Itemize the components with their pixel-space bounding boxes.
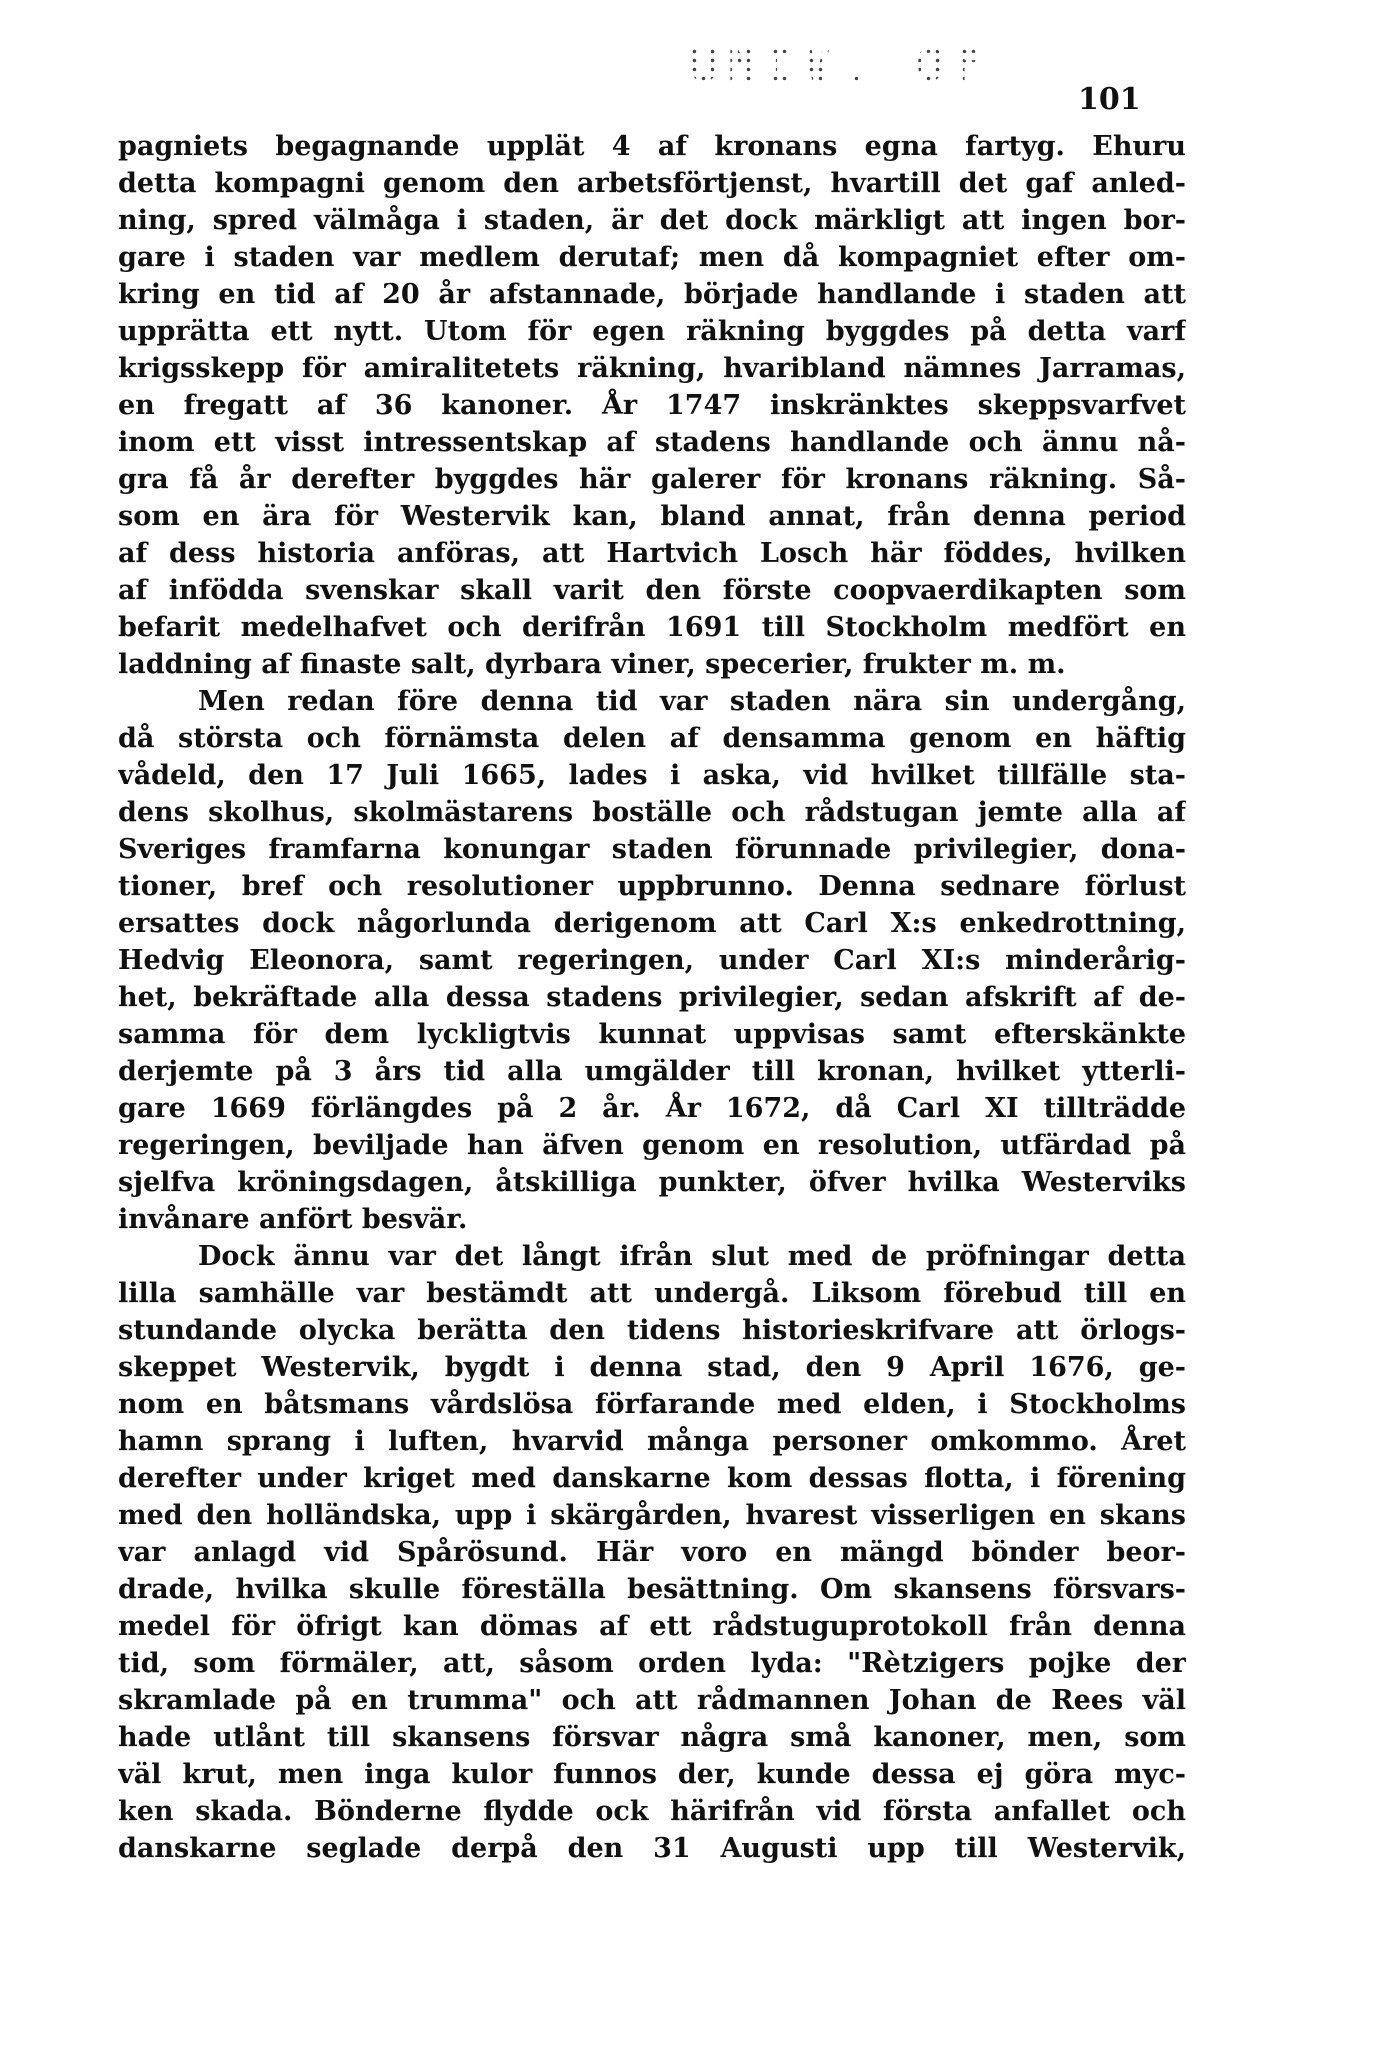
text-line: medel för öfrigt kan dömas af ett rådstuguprotokoll från denna [118,1611,1186,1642]
text-line: Hedvig Eleonora, samt regeringen, under Carl XI:s minderårig- [118,945,1186,976]
paragraph-start-line: Men redan före denna tid var staden nära sin undergång, [198,686,1186,717]
text-line: lilla samhälle var bestämdt att undergå. Liksom förebud till en [118,1278,1186,1309]
text-line: regeringen, beviljade han äfven genom en resolution, utfärdad på [118,1130,1186,1161]
text-line: inom ett visst intressentskap af stadens handlande och ännu nå- [118,427,1186,458]
text-line: ersattes dock någorlunda derigenom att Carl X:s enkedrottning, [118,908,1186,939]
text-line: sjelfva kröningsdagen, åtskilliga punkter, öfver hvilka Westerviks [118,1167,1186,1198]
text-line: ken skada. Bönderne flydde ock härifrån vid första anfallet och [118,1796,1186,1827]
text-line: hamn sprang i luften, hvarvid många personer omkommo. Året [118,1426,1186,1457]
text-line: het, bekräftade alla dessa stadens privilegier, sedan afskrift af de- [118,982,1186,1013]
paragraph-start-line: Dock ännu var det långt ifrån slut med de pröfningar detta [198,1241,1186,1272]
text-line: hade utlånt till skansens försvar några små kanoner, men, som [118,1722,1186,1753]
text-line: nom en båtsmans vårdslösa förfarande med elden, i Stockholms [118,1389,1186,1420]
text-line: befarit medelhafvet och derifrån 1691 till Stockholm medfört en [118,612,1186,643]
text-line: ning, spred välmåga i staden, är det dock märkligt att ingen bor- [118,205,1186,236]
text-line: danskarne seglade derpå den 31 Augusti upp till Westervik, [118,1833,1186,1864]
text-line: af infödda svenskar skall varit den förste coopvaerdikapten som [118,575,1186,606]
text-line: af dess historia anföras, att Hartvich Losch här föddes, hvilken [118,538,1186,569]
text-line: kring en tid af 20 år afstannade, började handlande i staden att [118,279,1186,310]
text-line: krigsskepp för amiralitetets räkning, hvaribland nämnes Jarramas, [118,353,1186,384]
library-stamp: UNIV. OF [690,38,992,92]
text-line: med den holländska, upp i skärgården, hvarest visserligen en skans [118,1500,1186,1531]
text-line: tid, som förmäler, att, såsom orden lyda: "Rètzigers pojke der [118,1648,1186,1679]
text-line: tioner, bref och resolutioner uppbrunno. Denna sednare förlust [118,871,1186,902]
text-line: samma för dem lyckligtvis kunnat uppvisas samt efterskänkte [118,1019,1186,1050]
text-line: väl krut, men inga kulor funnos der, kunde dessa ej göra myc- [118,1759,1186,1790]
text-line: som en ära för Westervik kan, bland annat, från denna period [118,501,1186,532]
text-line: då största och förnämsta delen af densamma genom en häftig [118,723,1186,754]
text-line: upprätta ett nytt. Utom för egen räkning byggdes på detta varf [118,316,1186,347]
text-line: vådeld, den 17 Juli 1665, lades i aska, vid hvilket tillfälle sta- [118,760,1186,791]
text-line: derefter under kriget med danskarne kom dessas flotta, i förening [118,1463,1186,1494]
text-line: dens skolhus, skolmästarens boställe och rådstugan jemte alla af [118,797,1186,828]
text-line: Sveriges framfarna konungar staden förunnade privilegier, dona- [118,834,1186,865]
text-line: laddning af finaste salt, dyrbara viner, specerier, frukter m. m. [118,649,1066,680]
body-text [118,128,1186,1867]
text-line: pagniets begagnande upplät 4 af kronans egna fartyg. Ehuru [118,131,1186,162]
page-number: 101 [1078,82,1141,117]
text-line: skramlade på en trumma" och att rådmannen Johan de Rees väl [118,1685,1186,1716]
text-line: derjemte på 3 års tid alla umgälder till kronan, hvilket ytterli- [118,1056,1186,1087]
text-line: drade, hvilka skulle föreställa besättning. Om skansens försvars- [118,1574,1186,1605]
text-line: invånare anfört besvär. [118,1204,468,1235]
text-line: gare 1669 förlängdes på 2 år. År 1672, då Carl XI tillträdde [118,1093,1186,1124]
text-line: gare i staden var medlem derutaf; men då kompagniet efter om- [118,242,1186,273]
text-line: stundande olycka berätta den tidens historieskrifvare att örlogs- [118,1315,1186,1346]
text-line: skeppet Westervik, bygdt i denna stad, den 9 April 1676, ge- [118,1352,1186,1383]
text-line: detta kompagni genom den arbetsförtjenst, hvartill det gaf anled- [118,168,1186,199]
text-line: gra få år derefter byggdes här galerer för kronans räkning. Så- [118,464,1186,495]
text-line: var anlagd vid Spårösund. Här voro en mängd bönder beor- [118,1537,1186,1568]
text-line: en fregatt af 36 kanoner. År 1747 inskränktes skeppsvarfvet [118,390,1186,421]
